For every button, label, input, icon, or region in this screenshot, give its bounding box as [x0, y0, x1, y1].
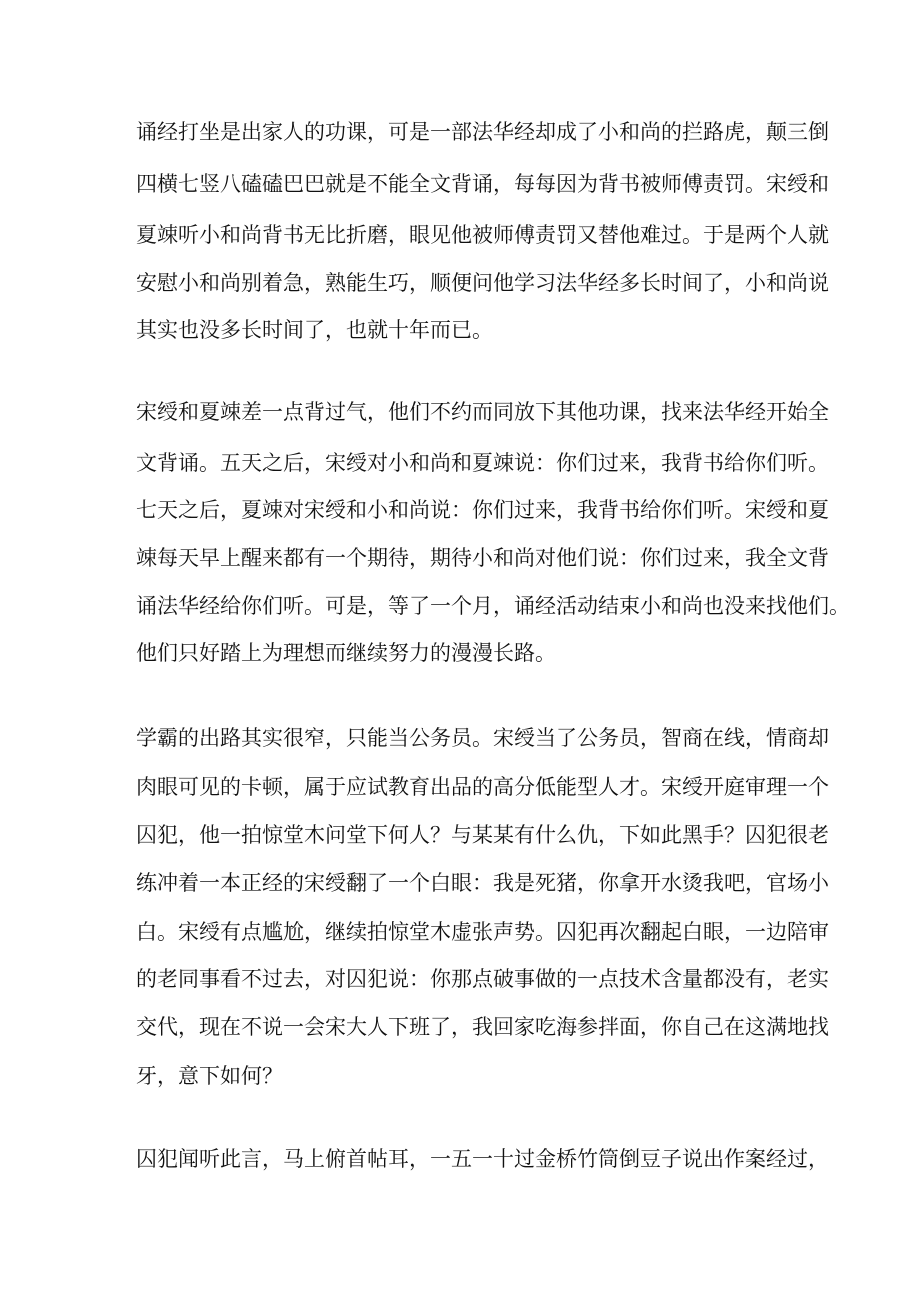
text-line: 学霸的出路其实很窄，只能当公务员。宋绶当了公务员，智商在线，情商却 [136, 726, 829, 750]
text-line: 诵法华经给你们听。可是，等了一个月，诵经活动结束小和尚也没来找他们。 [136, 594, 850, 618]
text-line: 他们只好踏上为理想而继续努力的漫漫长路。 [136, 641, 556, 665]
text-line: 七天之后，夏竦对宋绶和小和尚说：你们过来，我背书给你们听。宋绶和夏 [136, 498, 829, 522]
text-line: 竦每天早上醒来都有一个期待，期待小和尚对他们说：你们过来，我全文背 [136, 546, 829, 570]
text-line: 牙，意下如何？ [136, 1064, 283, 1088]
text-line: 宋绶和夏竦差一点背过气，他们不约而同放下其他功课，找来法华经开始全 [136, 400, 829, 424]
text-line: 夏竦听小和尚背书无比折磨，眼见他被师傅责罚又替他难过。于是两个人就 [136, 223, 829, 247]
text-line: 囚犯，他一拍惊堂木问堂下何人？与某某有什么仇，下如此黑手？囚犯很老 [136, 823, 829, 847]
text-line: 肉眼可见的卡顿，属于应试教育出品的高分低能型人才。宋绶开庭审理一个 [136, 775, 829, 799]
text-line: 交代，现在不说一会宋大人下班了，我回家吃海参拌面，你自己在这满地找 [136, 1015, 829, 1039]
text-line: 囚犯闻听此言，马上俯首帖耳，一五一十过金桥竹筒倒豆子说出作案经过， [136, 1147, 829, 1171]
text-line: 其实也没多长时间了，也就十年而已。 [136, 318, 493, 342]
text-line: 安慰小和尚别着急，熟能生巧，顺便问他学习法华经多长时间了，小和尚说 [136, 271, 829, 295]
text-line: 四横七竖八磕磕巴巴就是不能全文背诵，每每因为背书被师傅责罚。宋绶和 [136, 172, 829, 196]
text-line: 练冲着一本正经的宋绶翻了一个白眼：我是死猪，你拿开水烫我吧，官场小 [136, 871, 829, 895]
text-line: 的老同事看不过去，对囚犯说：你那点破事做的一点技术含量都没有，老实 [136, 967, 829, 991]
text-line: 诵经打坐是出家人的功课，可是一部法华经却成了小和尚的拦路虎，颠三倒 [136, 120, 829, 144]
text-line: 文背诵。五天之后，宋绶对小和尚和夏竦说：你们过来，我背书给你们听。 [136, 451, 829, 475]
text-line: 白。宋绶有点尴尬，继续拍惊堂木虚张声势。囚犯再次翻起白眼，一边陪审 [136, 920, 829, 944]
